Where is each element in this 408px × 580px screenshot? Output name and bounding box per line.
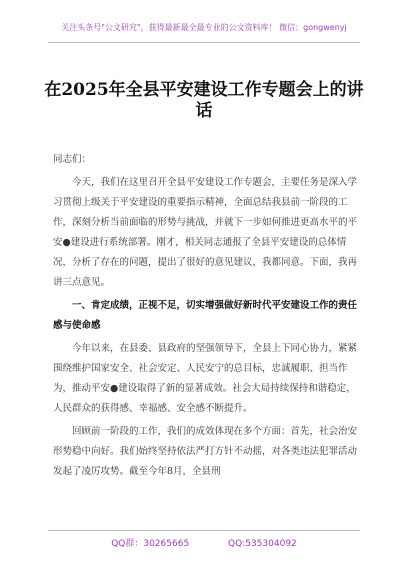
- footer-qq-number: QQ:535304092: [228, 539, 297, 549]
- footer-divider: [48, 530, 360, 531]
- paragraph-intro: 今天，我们在这里召开全县平安建设工作专题会，主要任务是深入学习贯彻上级关于平安建设的重要指示精神，全面总结我县前一阶段的工作，深刻分析当前面临的形势与挑战，并就下一步如何推进更高水平的平安●建设进行系统部署。刚才，相关同志通报了全县平安建设的总体情况，分析了存在的问题，提出了很好的意见建议，我都同意。下面，我再讲三点意见。: [53, 177, 358, 288]
- footer-contact: [0, 536, 408, 549]
- paragraph-review: 回顾前一阶段的工作，我们的成效体现在多个方面：首先，社会治安形势稳中向好。我们始终坚持依法严打方针不动摇，对各类违法犯罪活动发起了凌厉攻势。截至今年8月，全县刑: [53, 426, 358, 477]
- footer-qq-group: QQ群：30265665: [111, 539, 190, 549]
- document-title: 在2025年全县平安建设工作专题会上的讲话: [44, 80, 364, 121]
- salutation: 同志们：: [53, 154, 92, 165]
- header-divider: [48, 42, 360, 43]
- header-note: 关注头条号"公文研究"，获得最新最全最专业的公文资料库！ 微信：gongwenyj: [61, 23, 347, 32]
- document-body: [53, 150, 357, 485]
- paragraph-achievements: 今年以来，在县委、县政府的坚强领导下，全县上下同心协力，紧紧围绕维护国家安全、社会安定、人民安宁的总目标，忠诚履职、担当作为，推动平安●建设取得了新的显著成效。社会大局持续保持和谐稳定，人民群众的获得感、幸福感、安全感不断提升。: [53, 343, 358, 414]
- section-heading-1: 一、肯定成绩，正视不足，切实增强做好新时代平安建设工作的责任感与使命感: [53, 300, 358, 331]
